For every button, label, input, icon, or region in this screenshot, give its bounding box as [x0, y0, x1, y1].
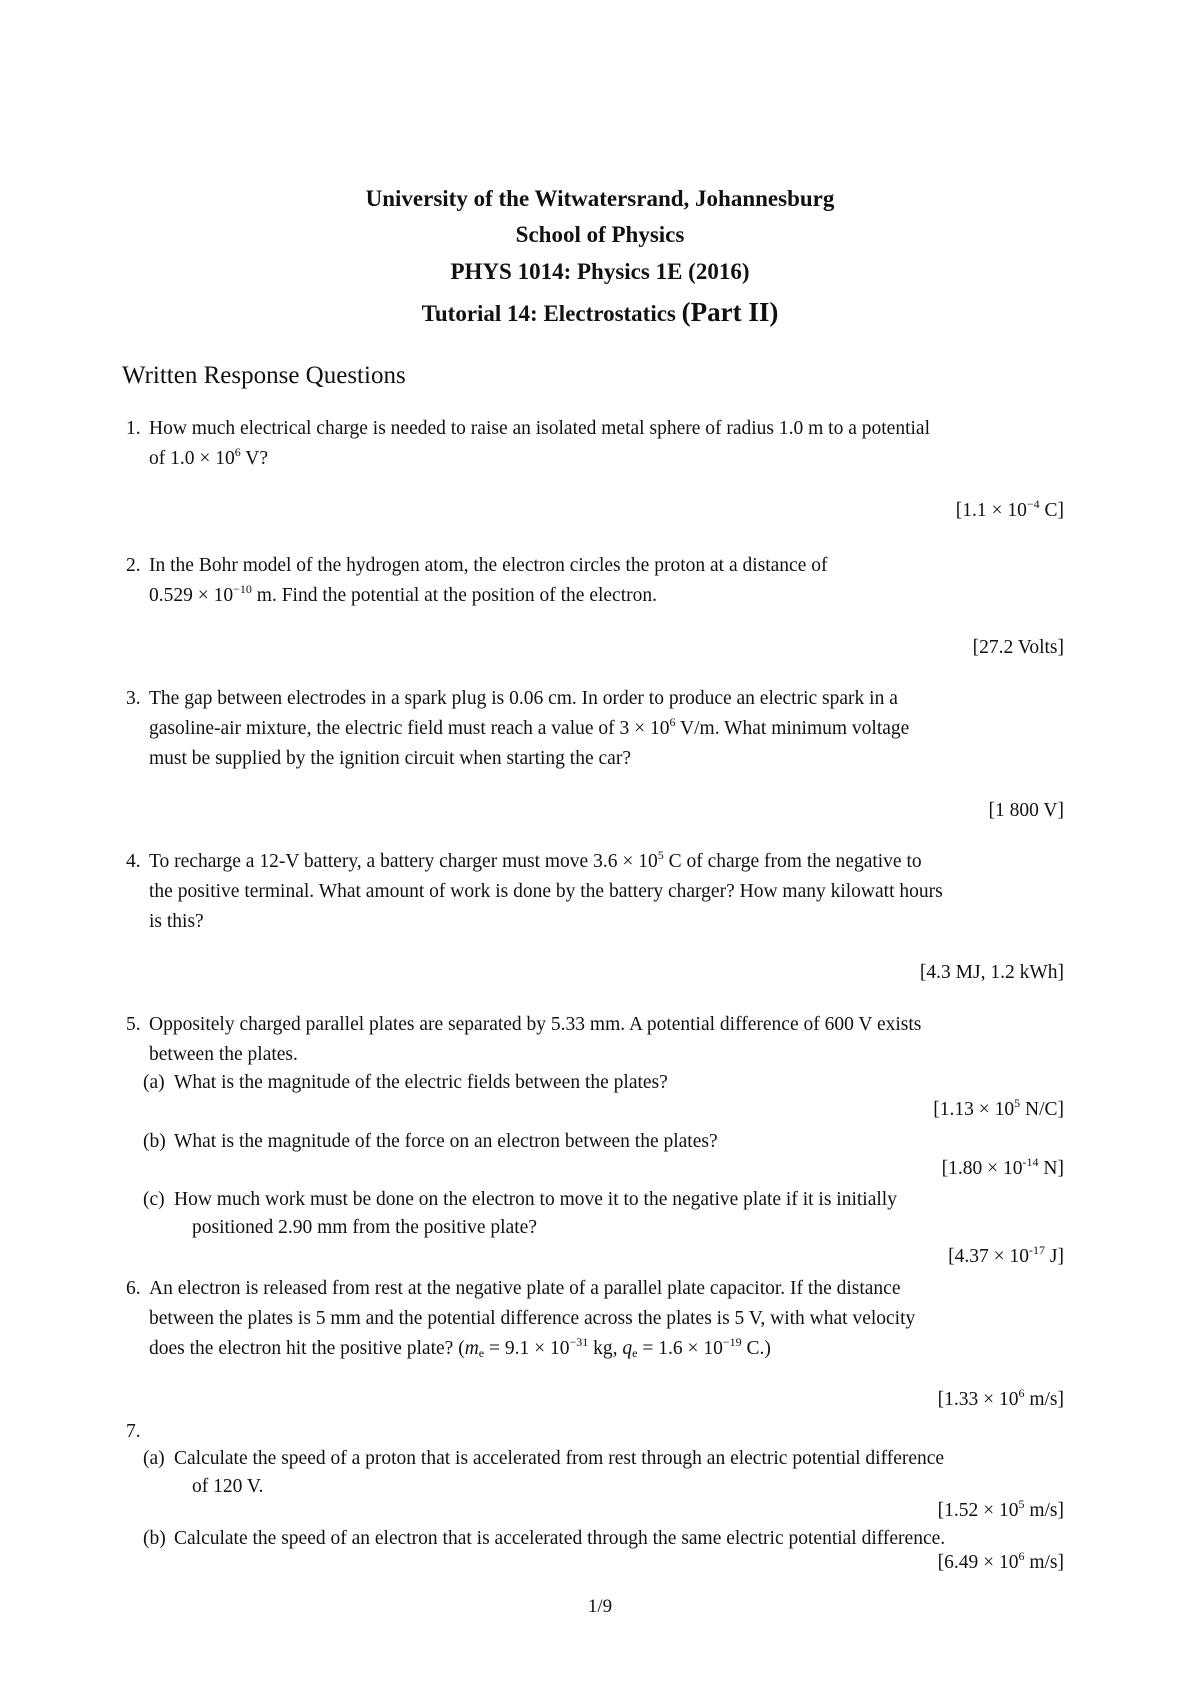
question-line: the positive terminal. What amount of work is done by the battery charger? How many kilowatt hours [149, 881, 943, 902]
subquestion-label: (c) [143, 1189, 165, 1210]
answer-5b: [$1.80 \times 10^{-14}$ N] [941, 1155, 1064, 1179]
subquestion-label: (a) [143, 1072, 165, 1093]
answer-4: [4.3 MJ, 1.2 kWh] [919, 962, 1064, 983]
question-number: 3. [126, 688, 141, 709]
question-number: 6. [126, 1278, 141, 1299]
question-line: Oppositely charged parallel plates are separated by 5.33 mm. A potential difference of 600 V exists [149, 1014, 922, 1035]
question-2 [126, 551, 1076, 611]
question-7b [143, 1525, 1083, 1553]
question-text [149, 847, 1076, 937]
question-4 [126, 847, 1076, 937]
question-5 [126, 1010, 1076, 1070]
question-7a [143, 1445, 1083, 1501]
question-number: 1. [126, 418, 141, 439]
page-number: 1/9 [587, 1596, 613, 1617]
section-title: Written Response Questions [122, 362, 406, 389]
question-number: 5. [126, 1014, 141, 1035]
tutorial-title-part: (Part II) [681, 297, 779, 327]
question-5a [143, 1069, 1083, 1097]
question-3 [126, 684, 1076, 774]
school-title: School of Physics [515, 222, 685, 247]
answer-6: [$1.33 \times 10^6$ m/s] [937, 1386, 1064, 1410]
answer-5a: [$1.13 \times 10^5$ N/C] [933, 1096, 1064, 1120]
question-number: 7. [126, 1421, 141, 1442]
question-line: does the electron hit the positive plate? ($m_e = 9.1 \times 10^{-31}$ kg, $q_e = 1.6 \times 10^{-19}$ C.) [149, 1335, 771, 1360]
question-text [149, 1274, 1076, 1364]
answer-5c: [$4.37 \times 10^{-17}$ J] [948, 1243, 1064, 1267]
question-line: $0.529 \times 10^{-10}$ m. Find the potential at the position of the electron. [149, 582, 657, 606]
question-text [149, 414, 1076, 474]
answer-2: [27.2 Volts] [972, 637, 1064, 658]
question-line: must be supplied by the ignition circuit when starting the car? [149, 748, 631, 769]
question-line: The gap between electrodes in a spark plug is 0.06 cm. In order to produce an electric spark in a [149, 688, 898, 709]
question-line: is this? [149, 911, 204, 932]
question-line: An electron is released from rest at the negative plate of a parallel plate capacitor. If the distance [149, 1278, 901, 1299]
subquestion-label: (b) [143, 1131, 166, 1152]
tutorial-title [0, 297, 1200, 328]
question-line: between the plates is 5 mm and the potential difference across the plates is 5 V, with what velocity [149, 1308, 916, 1329]
subquestion-text: Calculate the speed of an electron that is accelerated through the same electric potential difference. [174, 1528, 946, 1549]
answer-3: [1 800 V] [988, 800, 1064, 821]
subquestion-text: Calculate the speed of a proton that is accelerated from rest through an electric potential difference of 120 V. [174, 1448, 945, 1497]
question-5c [143, 1186, 1083, 1242]
university-title: University of the Witwatersrand, Johannesburg [365, 186, 835, 211]
subquestion-text: What is the magnitude of the electric fields between the plates? [174, 1072, 668, 1093]
question-6 [126, 1274, 1076, 1364]
subquestion-label: (a) [143, 1448, 165, 1469]
course-title: PHYS 1014: Physics 1E (2016) [450, 259, 750, 284]
question-line: gasoline-air mixture, the electric field must reach a value of $3 \times 10^6$ V/m. What minimum voltage [149, 715, 910, 739]
question-5b [143, 1128, 1083, 1156]
subquestion-label: (b) [143, 1528, 166, 1549]
question-line: To recharge a 12-V battery, a battery charger must move $3.6 \times 10^5$ C of charge from the negative to [149, 848, 922, 872]
subquestion-text: How much work must be done on the electron to move it to the negative plate if it is initially positioned 2.90 mm from the positive plate? [174, 1189, 897, 1238]
question-text [149, 684, 1076, 774]
question-1 [126, 414, 1076, 474]
question-line: How much electrical charge is needed to raise an isolated metal sphere of radius 1.0 m to a potential [149, 418, 930, 439]
answer-7b: [$6.49 \times 10^6$ m/s] [937, 1549, 1064, 1573]
subquestion-text: What is the magnitude of the force on an electron between the plates? [174, 1131, 718, 1152]
question-line: of $1.0 \times 10^6$ V? [149, 445, 269, 469]
question-number: 4. [126, 851, 141, 872]
question-text [149, 551, 1076, 611]
tutorial-title-main: Tutorial 14: Electrostatics [421, 301, 682, 326]
answer-1: [$1.1 \times 10^{-4}$ C] [955, 497, 1064, 521]
question-number: 2. [126, 555, 141, 576]
answer-7a: [$1.52 \times 10^5$ m/s] [937, 1497, 1064, 1521]
question-line: In the Bohr model of the hydrogen atom, the electron circles the proton at a distance of [149, 555, 828, 576]
question-text [149, 1010, 1076, 1070]
question-line: between the plates. [149, 1044, 298, 1065]
